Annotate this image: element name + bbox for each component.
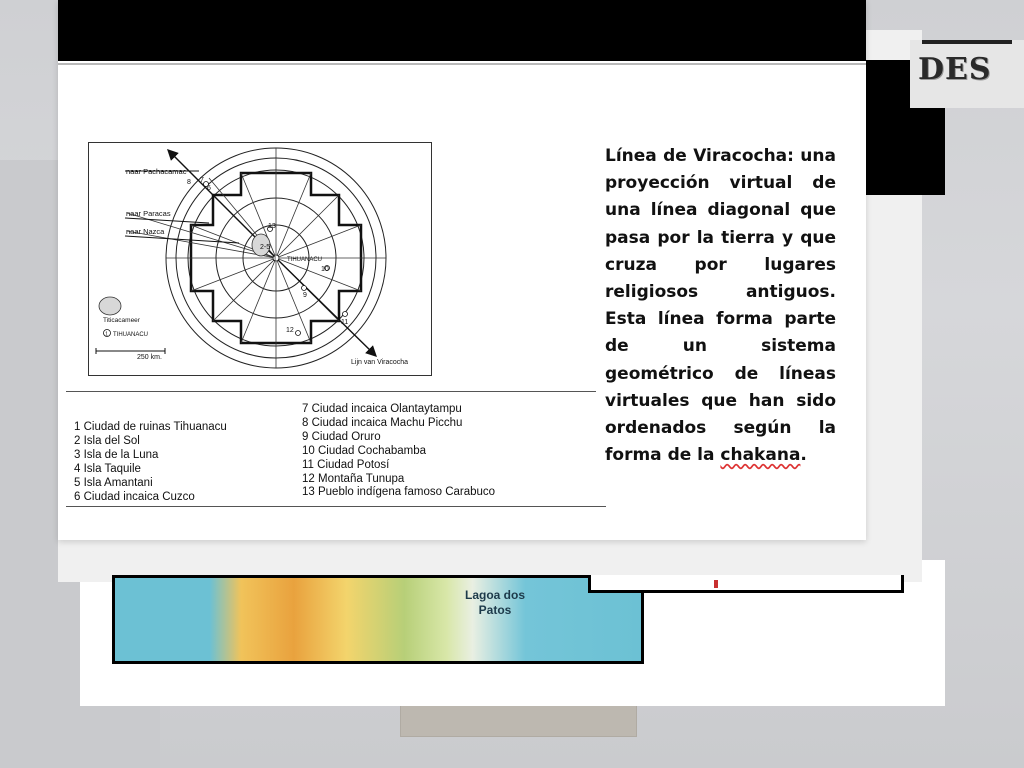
legend-item: 4 Isla Taquile <box>74 462 141 475</box>
slide-header-rule <box>58 63 866 65</box>
legend-item: 5 Isla Amantani <box>74 476 153 489</box>
label-lijn-van-viracocha: Lijn van Viracocha <box>351 359 409 366</box>
chakana-diagram <box>88 142 432 376</box>
legend-item: 1 Ciudad de ruinas Tihuanacu <box>74 421 227 433</box>
legend-item: 8 Ciudad incaica Machu Picchu <box>302 416 463 429</box>
legend-bottom-rule <box>66 506 606 507</box>
background-picture-frame <box>400 705 637 737</box>
description-end: . <box>800 445 807 466</box>
slide-header-bar <box>58 0 866 61</box>
background-red-mark <box>714 580 718 588</box>
description-text <box>605 143 836 469</box>
label-naar-nazca: naar Nazca <box>126 227 165 236</box>
legend-item: 11 Ciudad Potosí <box>302 458 390 471</box>
site-number: 7 <box>200 177 204 184</box>
legend-item: 2 Isla del Sol <box>74 434 140 447</box>
site-number: 13 <box>268 223 276 230</box>
map-label: Lagoa dos Patos <box>465 588 526 617</box>
legend-item: 7 Ciudad incaica Olantaytampu <box>302 403 462 415</box>
description-chakana: chakana <box>720 445 801 466</box>
site-number: 10 <box>321 266 329 273</box>
site-number: 2-5 <box>260 244 271 251</box>
legend-item: 3 Isla de la Luna <box>74 448 159 461</box>
description-main: Línea de Viracocha: una proyección virtual de una línea diagonal que pasa por la tierra y que cruza por lugares religiosos antiguos. Esta línea forma parte de un sistema geométrico de líneas virtuales que han sido ordenados según la forma de la <box>605 146 836 466</box>
background-frame <box>588 575 904 593</box>
site-number: 9 <box>303 292 307 299</box>
legend-top-rule <box>66 391 596 392</box>
main-slide <box>58 0 866 540</box>
site-number: 6 <box>207 185 211 192</box>
background-slide-title: DES <box>918 52 992 87</box>
label-naar-pachacamac: naar Pachacamac <box>126 167 187 176</box>
legend-item: 9 Ciudad Oruro <box>302 430 381 443</box>
background-map <box>112 575 644 664</box>
label-scale: 250 km. <box>137 354 162 361</box>
legend-item: 12 Montaña Tunupa <box>302 472 405 485</box>
legend-item: 13 Pueblo indígena famoso Carabuco <box>302 486 496 499</box>
background-title-rule <box>922 40 1012 44</box>
site-number: 8 <box>187 179 191 186</box>
svg-text:1: 1 <box>105 331 109 338</box>
site-number: 11 <box>341 319 349 326</box>
legend-item: 10 Ciudad Cochabamba <box>302 444 427 457</box>
site-number: 1 <box>273 256 277 263</box>
site-number: 12 <box>286 327 294 334</box>
label-titicacameer: Titicacameer <box>103 317 140 324</box>
label-naar-paracas: naar Paracas <box>126 209 171 218</box>
legend-list-left <box>74 421 227 504</box>
legend-item: 6 Ciudad incaica Cuzco <box>74 490 195 503</box>
label-tihuanacu: TIHUANACU <box>287 257 323 263</box>
legend-list-right <box>302 403 495 500</box>
label-legend-tihuanacu: TIHUANACU <box>113 332 149 338</box>
